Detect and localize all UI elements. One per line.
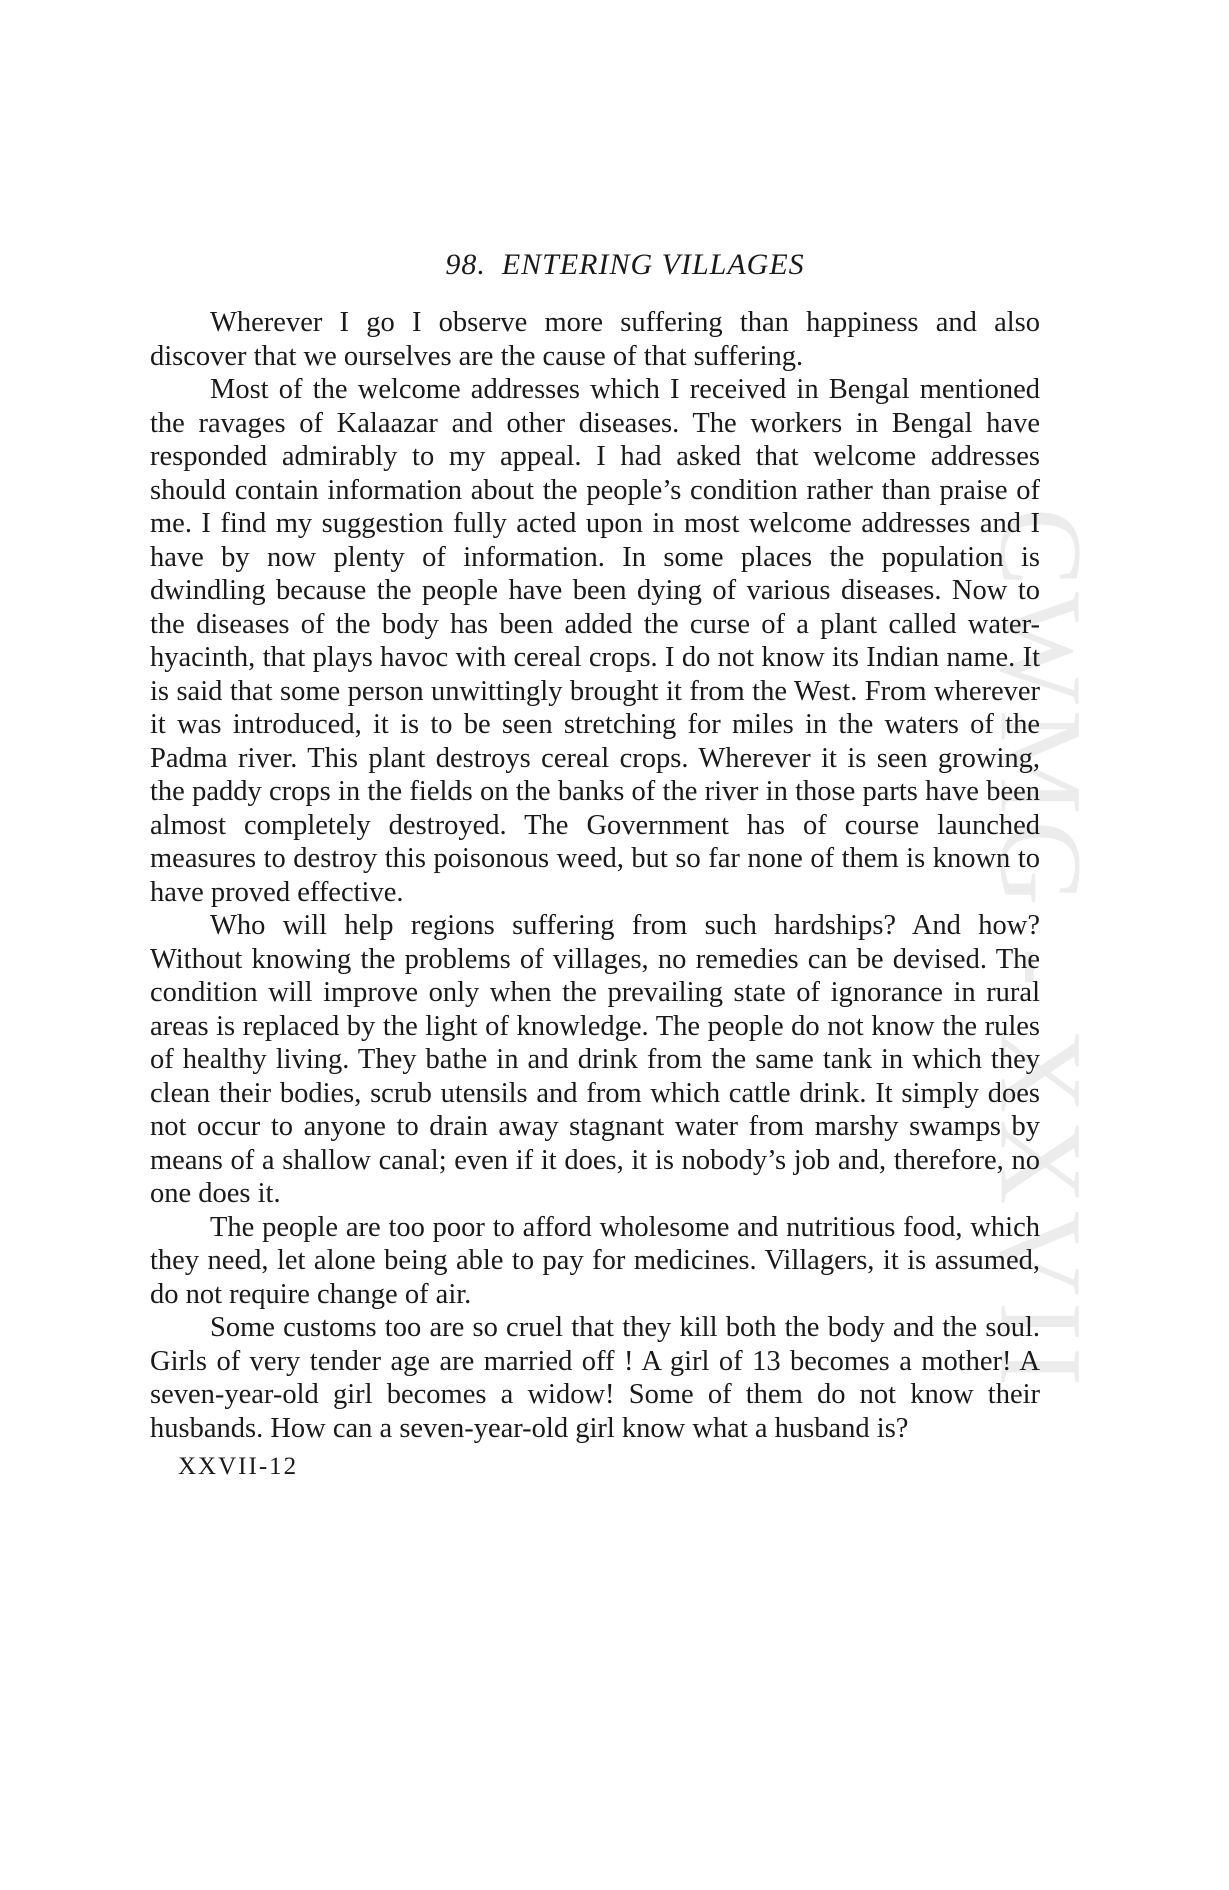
paragraph: Who will help regions suffering from such hardships? And how? Without knowing the problems of villages, no remedies can be devised. The condition will improve only when the prevailing state of ignorance in rural areas is replaced by the light of knowledge. The people do not know the rules of healthy living. They bathe in and drink from the same tank in which they clean their bodies, scrub utensils and from which cattle drink. It simply does not occur to anyone to drain away stagnant water from marshy swamps by means of a shallow canal; even if it does, it is nobody’s job and, therefore, no one does it. bbox=[150, 910, 1040, 1209]
chapter-number: 98. bbox=[445, 248, 486, 281]
page-body bbox=[150, 248, 1040, 1481]
watermark-text: CWMG - XXVII bbox=[975, 507, 1106, 1393]
paragraph: Most of the welcome addresses which I received in Bengal mentioned the ravages of Kalaazar and other diseases. The workers in Bengal have responded admirably to my appeal. I had asked that welcome addresses should contain information about the people’s condition rather than praise of me. I find my suggestion fully acted upon in most welcome addresses and I have by now plenty of information. In some places the population is dwindling because the people have been dying of various diseases. Now to the diseases of the body has been added the curse of a plant called water-hyacinth, that plays havoc with cereal crops. I do not know its Indian name. It is said that some person unwittingly brought it from the West. From wherever it was introduced, it is to be seen stretching for miles in the waters of the Padma river. This plant destroys cereal crops. Wherever it is seen growing, the paddy crops in the fields on the banks of the river in those parts have been almost completely destroyed. The Government has of course launched measures to destroy this poisonous weed, but so far none of them is known to have proved effective. bbox=[150, 374, 1040, 908]
paragraph: Wherever I go I observe more suffering than happiness and also discover that we ourselves are the cause of that suffering. bbox=[150, 307, 1040, 372]
paragraph: Some customs too are so cruel that they kill both the body and the soul. Girls of very tender age are married off ! A girl of 13 becomes a mother! A seven-year-old girl becomes a widow! Some of them do not know their husbands. How can a seven-year-old girl know what a husband is? bbox=[150, 1312, 1040, 1444]
paragraph: The people are too poor to afford wholesome and nutritious food, which they need, let alone being able to pay for medicines. Villagers, it is assumed, do not require change of air. bbox=[150, 1211, 1040, 1310]
chapter-heading bbox=[150, 248, 1040, 282]
chapter-title: ENTERING VILLAGES bbox=[501, 248, 805, 281]
folio-signature: XXVII-12 bbox=[178, 1453, 299, 1480]
